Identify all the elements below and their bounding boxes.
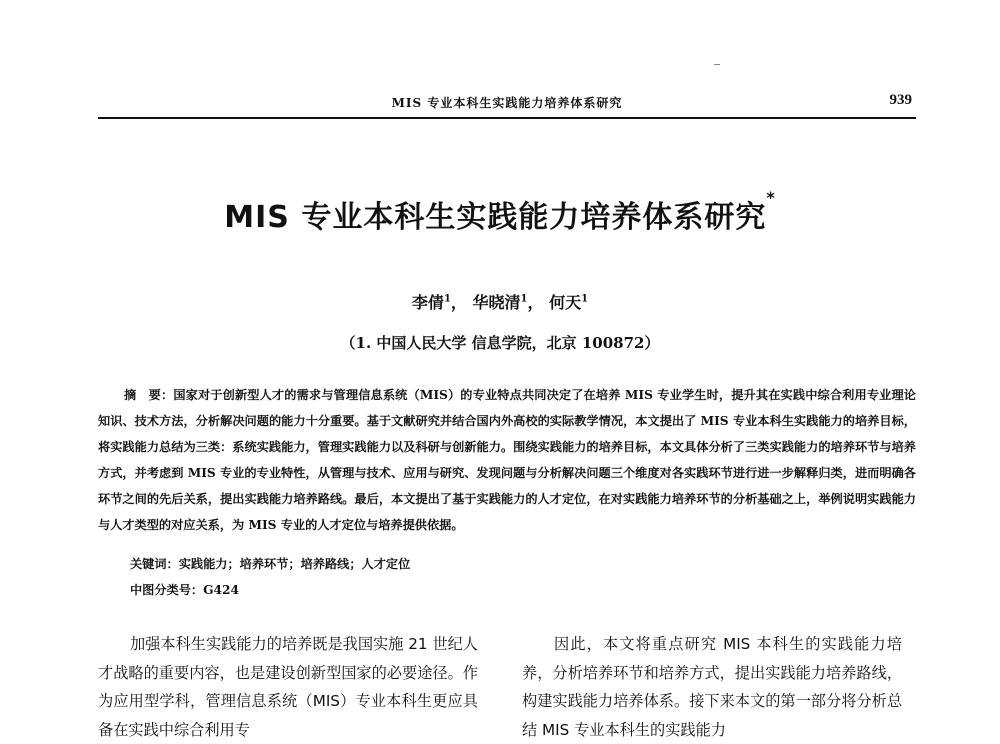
keywords-text: 实践能力；培养环节；培养路线；人才定位 bbox=[178, 557, 411, 571]
paper-title bbox=[0, 188, 1000, 236]
keywords-label: 关键词： bbox=[130, 557, 179, 571]
page-number: 939 bbox=[889, 92, 912, 108]
header-rule bbox=[98, 117, 916, 119]
author-name: 何天 bbox=[549, 293, 582, 312]
abstract-label: 摘 要： bbox=[124, 388, 174, 402]
author-name: 华晓清 bbox=[472, 293, 521, 312]
body-left-column: 加强本科生实践能力的培养既是我国实施 21 世纪人才战略的重要内容，也是建设创新型国家的必要途径。作为应用型学科，管理信息系统（MIS）专业本科生更应具备在实践中综合利用专 bbox=[98, 635, 478, 739]
keywords bbox=[130, 555, 410, 572]
scan-speck bbox=[714, 64, 720, 65]
paper-title-text: MIS 专业本科生实践能力培养体系研究 bbox=[224, 200, 767, 235]
classification-number bbox=[130, 581, 239, 598]
author-affil-marker: 1 bbox=[581, 293, 589, 305]
author-list bbox=[0, 290, 1000, 313]
affiliation: （1. 中国人民大学 信息学院，北京 100872） bbox=[340, 334, 660, 352]
author-separator: ， bbox=[450, 293, 467, 312]
clc-code: G424 bbox=[203, 583, 239, 597]
author-name: 李倩 bbox=[411, 293, 444, 312]
author-affil-marker: 1 bbox=[443, 293, 451, 305]
clc-label: 中图分类号： bbox=[130, 583, 204, 597]
author-affil-marker: 1 bbox=[520, 293, 528, 305]
author-separator: ， bbox=[527, 293, 544, 312]
running-head bbox=[98, 92, 916, 114]
body-right-column: 因此，本文将重点研究 MIS 本科生的实践能力培养，分析培养环节和培养方式，提出实践能力培养路线，构建实践能力培养体系。接下来本文的第一部分将分析总结 MIS 专业本科生的实践能力 bbox=[522, 635, 902, 739]
abstract-text: 国家对于创新型人才的需求与管理信息系统（MIS）的专业特点共同决定了在培养 MIS 专业学生时，提升其在实践中综合利用专业理论知识、技术方法，分析解决问题的能力十分重要。基于文献研究并结合国内外高校的实际教学情况，本文提出了 MIS 专业本科生实践能力的培养目标，将实践能力总结为三类：系统实践能力，管理实践能力以及科研与创新能力。围绕实践能力的培养目标，本文具体分析了三类实践能力的培养环节与培养方式，并考虑到 MIS 专业的专业特性，从管理与技术、应用与研究、发现问题与分析解决问题三个维度对各实践环节进行进一步解释归类，进而明确各环节之间的先后关系，提出实践能力培养路线。最后，本文提出了基于实践能力的人才定位，在对实践能力培养环节的分析基础之上，举例说明实践能力与人才类型的对应关系，为 MIS 专业的人才定位与培养提供依据。 bbox=[98, 388, 916, 532]
abstract bbox=[98, 382, 916, 538]
running-head-title: MIS 专业本科生实践能力培养体系研究 bbox=[391, 96, 623, 110]
title-footnote-marker: * bbox=[766, 188, 776, 207]
